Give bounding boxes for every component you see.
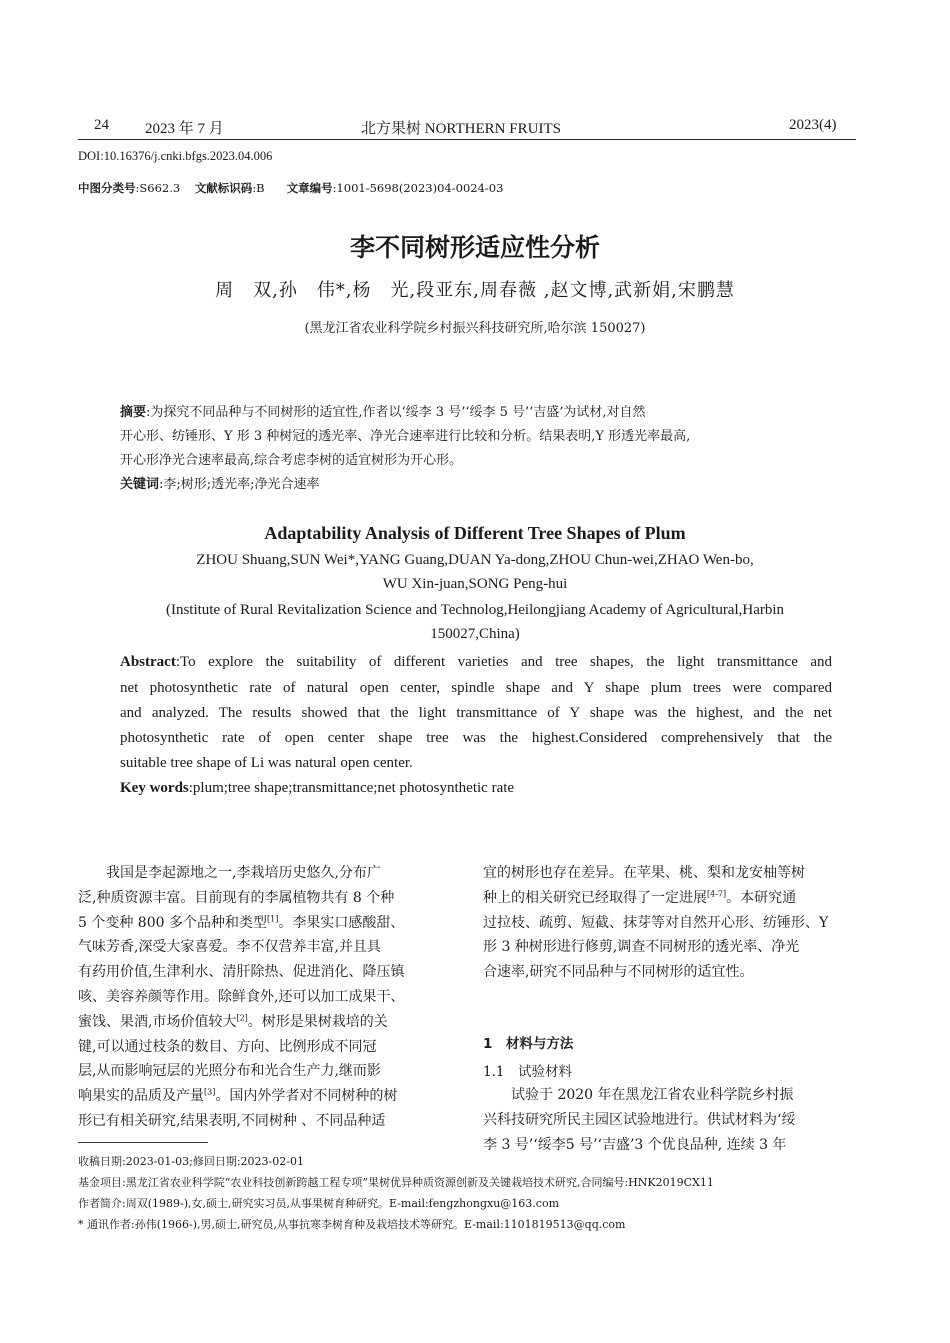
keywords-cn-label: 关键词	[120, 477, 160, 492]
page-number: 24	[94, 117, 109, 133]
footnote-author: 作者简介:周双(1989-),女,硕士,研究实习员,从事果树育种研究。E-mail:fengzhongxu@163.com	[78, 1197, 559, 1210]
journal-name: 北方果树 NORTHERN FRUITS	[361, 121, 561, 137]
english-affiliation: (Institute of Rural Revitalization Science and Technolog,Heilongjiang Academy of Agricultural,Harbin	[165, 602, 785, 618]
section-heading: 1 材料与方法	[483, 1036, 574, 1052]
article-id-label: 文章编号	[286, 181, 333, 195]
english-abstract-line: photosynthetic rate of open center shape tree was the highest.Considered comprehensively that the	[120, 730, 832, 746]
body-text-line: 我国是李起源地之一,李栽培历史悠久,分布广	[78, 865, 381, 881]
body-text-line: 泛,种质资源丰富。目前现有的李属植物共有 8 个种	[78, 889, 395, 906]
classification-line	[78, 180, 503, 196]
footnote-corresponding: * 通讯作者:孙伟(1966-),男,硕士,研究员,从事抗寒李树育种及栽培技术等研究。E-mail:1101819513@qq.com	[78, 1218, 626, 1231]
classification-label: 中图分类号	[78, 181, 136, 195]
keywords-cn: 关键词:李;树形;透光率;净光合速率	[120, 477, 320, 492]
body-text-line: 宜的树形也存在差异。在苹果、桃、梨和龙安柚等树	[483, 865, 805, 881]
footnote-received: 收稿日期:2023-01-03;修回日期:2023-02-01	[78, 1155, 304, 1168]
doi: DOI:10.16376/j.cnki.bfgs.2023.04.006	[78, 149, 273, 163]
abstract-cn-line: 开心形、纺锤形、Y 形 3 种树冠的透光率、净光合速率进行比较和分析。结果表明,Y 形透光率最高,	[120, 429, 691, 444]
body-text-line: 5 个变种 800 多个品种和类型[1]。李果实口感酸甜、	[78, 913, 405, 931]
body-text-line: 有药用价值,生津利水、清肝除热、促进消化、降压镇	[78, 964, 405, 981]
body-text-line: 键,可以通过枝条的数目、方向、比例形成不同冠	[78, 1038, 377, 1055]
classification-value: :S662.3	[135, 181, 181, 195]
english-abstract-line: and analyzed. The results showed that the light transmittance of Y shape was the highest, and the net	[120, 705, 832, 721]
footnote-funding: 基金项目:黑龙江省农业科学院“农业科技创新跨越工程专项”果树优异种质资源创新及关键栽培技术研究,合同编号:HNK2019CX11	[78, 1176, 714, 1189]
footnote-rule	[78, 1142, 208, 1143]
subsection-heading: 1.1 试验材料	[483, 1064, 572, 1080]
body-text-line: 种上的相关研究已经取得了一定进展[4-7]。本研究通	[483, 889, 797, 906]
body-text-line: 层,从而影响冠层的光照分布和光合生产力,继而影	[78, 1063, 381, 1080]
english-authors: ZHOU Shuang,SUN Wei*,YANG Guang,DUAN Ya-dong,ZHOU Chun-wei,ZHAO Wen-bo,	[196, 552, 754, 568]
english-keywords: Key words:plum;tree shape;transmittance;net photosynthetic rate	[120, 780, 515, 796]
english-affiliation: 150027,China)	[430, 626, 520, 642]
body-text-line: 响果实的品质及产量[3]。国内外学者对不同树种的树	[78, 1087, 398, 1105]
english-keywords-label: Key words	[120, 780, 189, 796]
english-abstract-label: Abstract	[120, 654, 176, 670]
abstract-cn-line: 摘要:为探究不同品种与不同树形的适宜性,作者以‘绥李 3 号’‘绥李 5 号’‘吉盛’为试材,对自然	[120, 405, 646, 420]
doc-code-value: :B	[252, 181, 265, 195]
english-authors: WU Xin-juan,SONG Peng-hui	[382, 576, 568, 592]
header-rule	[78, 139, 856, 140]
abstract-cn-label: 摘要	[120, 405, 147, 420]
body-text-line: 咳、美容养颜等作用。除鲜食外,还可以加工成果干、	[78, 989, 405, 1005]
english-title: Adaptability Analysis of Different Tree Shapes of Plum	[264, 523, 686, 543]
affiliation: (黑龙江省农业科学院乡村振兴科技研究所,哈尔滨 150027)	[304, 321, 646, 336]
body-text-line: 兴科技研究所民主园区试验地进行。供试材料为‘绥	[483, 1111, 796, 1128]
authors: 周 双,孙 伟*,杨 光,段亚东,周春薇 ,赵文博,武新娟,宋鹏慧	[215, 280, 735, 301]
body-text-line: 形 3 种树形进行修剪,调查不同树形的透光率、净光	[483, 939, 800, 956]
body-text-line: 过拉枝、疏剪、短截、抹芽等对自然开心形、纺锤形、Y	[483, 914, 829, 931]
english-abstract-line: Abstract:To explore the suitability of different varieties and tree shapes, the light transmittance and	[120, 654, 832, 670]
body-text-line: 李 3 号’‘绥李5 号’‘吉盛’3 个优良品种, 连续 3 年	[483, 1136, 787, 1153]
abstract-cn-line: 开心形净光合速率最高,综合考虑李树的适宜树形为开心形。	[120, 453, 463, 468]
body-text-line: 形已有相关研究,结果表明,不同树种 、不同品种适	[78, 1113, 386, 1129]
body-text-line: 合速率,研究不同品种与不同树形的适宜性。	[483, 964, 754, 981]
issue-date: 2023 年 7 月	[145, 121, 224, 137]
english-abstract-line: suitable tree shape of Li was natural open center.	[120, 755, 413, 771]
article-id-value: :1001-5698(2023)04-0024-03	[332, 181, 504, 195]
english-abstract-line: net photosynthetic rate of natural open center, spindle shape and Y shape plum trees were compared	[120, 680, 832, 696]
paper-title: 李不同树形适应性分析	[349, 233, 600, 262]
body-text-line: 气味芳香,深受大家喜爱。李不仅营养丰富,并且具	[78, 939, 381, 956]
body-text-line: 蜜饯、果酒,市场价值较大[2]。树形是果树栽培的关	[78, 1013, 388, 1030]
doc-code-label: 文献标识码	[194, 181, 253, 195]
issue-number: 2023(4)	[789, 117, 837, 133]
body-text-line: 试验于 2020 年在黑龙江省农业科学院乡村振	[483, 1087, 794, 1103]
